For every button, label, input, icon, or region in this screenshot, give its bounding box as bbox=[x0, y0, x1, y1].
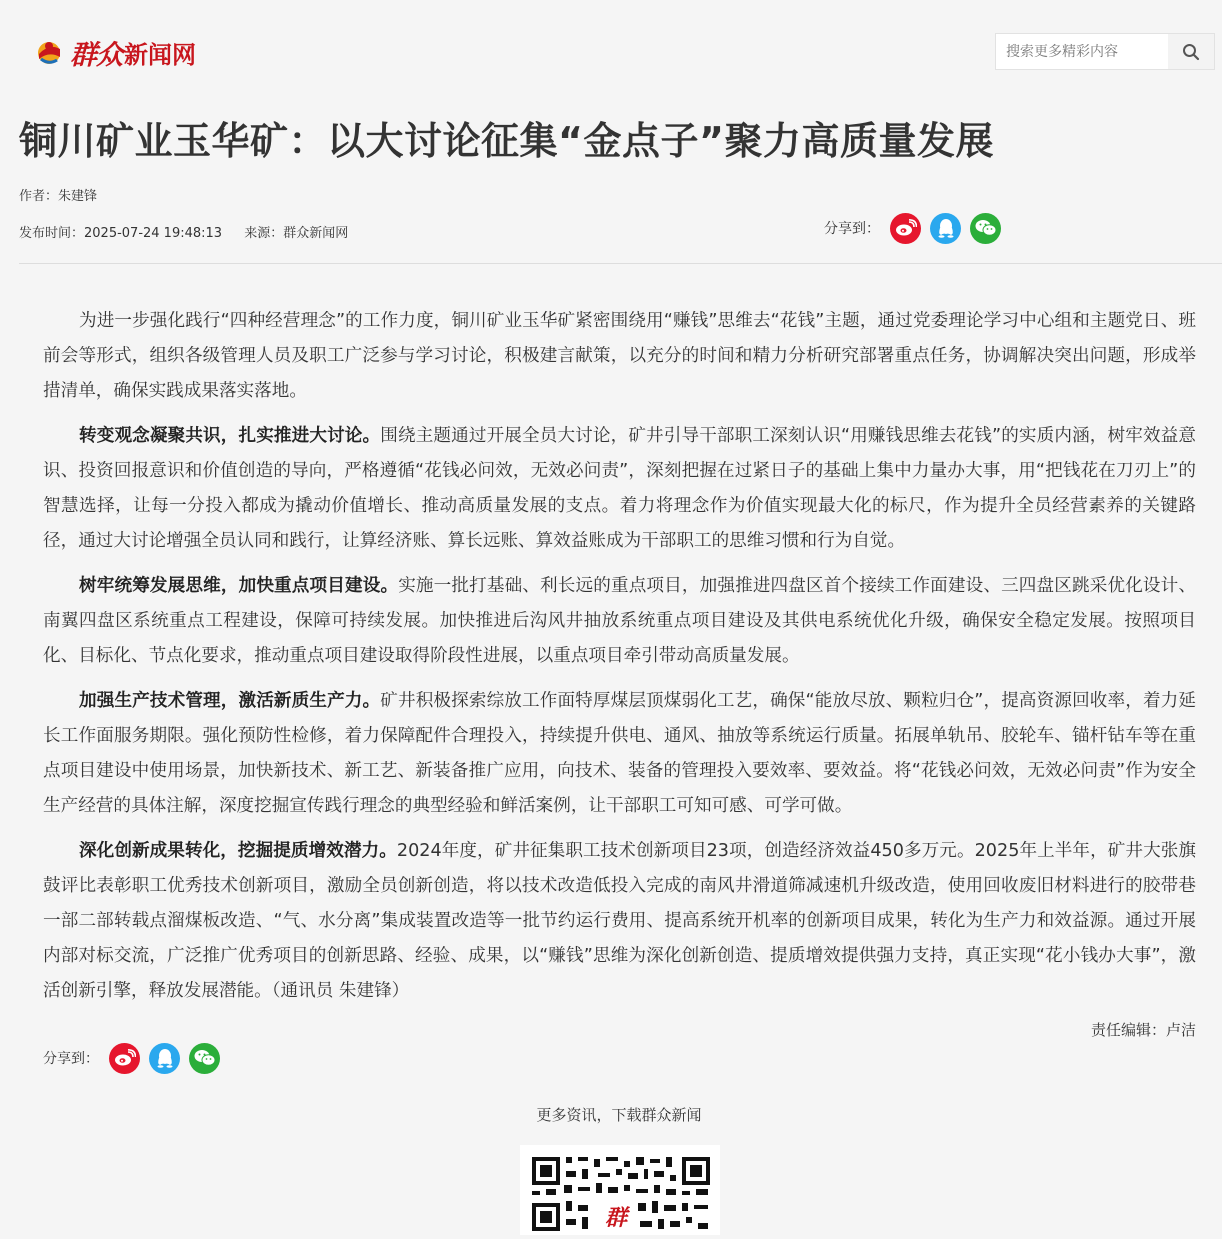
share-bar-top bbox=[824, 212, 1010, 244]
article-paragraph bbox=[43, 834, 1196, 1009]
article-title: 铜川矿业玉华矿：以大讨论征集“金点子”聚力高质量发展 bbox=[19, 119, 994, 163]
share-label: 分享到： bbox=[824, 221, 880, 237]
article-author: 作者：朱建锋 bbox=[19, 189, 98, 204]
qq-icon bbox=[937, 218, 955, 238]
paragraph-lead: 深化创新成果转化，挖掘提质增效潜力。 bbox=[79, 841, 397, 861]
weibo-icon bbox=[114, 1049, 136, 1067]
search-box bbox=[995, 33, 1215, 70]
article-meta bbox=[19, 222, 366, 241]
article-paragraph bbox=[43, 569, 1196, 674]
qr-code-icon bbox=[520, 1145, 720, 1235]
wechat-icon bbox=[975, 219, 997, 237]
qq-share-button[interactable] bbox=[930, 213, 961, 244]
article-body bbox=[43, 304, 1196, 1019]
site-logo[interactable] bbox=[36, 30, 196, 74]
publish-time: 发布时间：2025-07-24 19:48:13 bbox=[19, 226, 223, 241]
share-label: 分享到： bbox=[43, 1051, 99, 1067]
paragraph-text: 实施一批打基础、利长远的重点项目，加强推进四盘区首个接续工作面建设、三四盘区跳采优化设计、南翼四盘区系统重点工程建设，保障可持续发展。加快推进后沟风井抽放系统重点项目建设及其供电系统优化升级，确保安全稳定发展。按照项目化、目标化、节点化要求，推动重点项目建设取得阶段性进展，以重点项目牵引带动高质量发展。 bbox=[43, 576, 1196, 666]
responsible-editor: 责任编辑：卢洁 bbox=[1090, 1021, 1196, 1039]
search-button[interactable] bbox=[1168, 34, 1214, 69]
svg-text:群: 群 bbox=[604, 1205, 628, 1231]
article-paragraph bbox=[43, 419, 1196, 559]
paragraph-lead: 加强生产技术管理，激活新质生产力。 bbox=[79, 691, 381, 711]
download-prompt: 更多资讯，下载群众新闻 bbox=[536, 1106, 702, 1124]
app-qr-code[interactable] bbox=[520, 1145, 720, 1235]
weibo-share-button[interactable] bbox=[109, 1043, 140, 1074]
qq-icon bbox=[156, 1048, 174, 1068]
header-divider bbox=[19, 263, 1222, 264]
paragraph-text: 为进一步强化践行“四种经营理念”的工作力度，铜川矿业玉华矿紧密围绕用“赚钱”思维去“花钱”主题，通过党委理论学习中心组和主题党日、班前会等形式，组织各级管理人员及职工广泛参与学习讨论，积极建言献策，以充分的时间和精力分析研究部署重点任务，协调解决突出问题，形成举措清单，确保实践成果落实落地。 bbox=[43, 311, 1196, 401]
weibo-icon bbox=[895, 219, 917, 237]
paragraph-text: 围绕主题通过开展全员大讨论，矿井引导干部职工深刻认识“用赚钱思维去花钱”的实质内涵，树牢效益意识、投资回报意识和价值创造的导向，严格遵循“花钱必问效，无效必问责”，深刻把握在过紧日子的基础上集中力量办大事，用“把钱花在刀刃上”的智慧选择，让每一分投入都成为撬动价值增长、推动高质量发展的支点。着力将理念作为价值实现最大化的标尺，作为提升全员经营素养的关键路径，通过大讨论增强全员认同和践行，让算经济账、算长远账、算效益账成为干部职工的思维习惯和行为自觉。 bbox=[43, 426, 1196, 551]
article-paragraph bbox=[43, 304, 1196, 409]
paragraph-lead: 转变观念凝聚共识，扎实推进大讨论。 bbox=[79, 426, 381, 446]
logo-emblem-icon bbox=[36, 37, 66, 67]
wechat-icon bbox=[194, 1049, 216, 1067]
weibo-share-button[interactable] bbox=[890, 213, 921, 244]
logo-script: 群众 bbox=[70, 39, 122, 71]
search-input[interactable] bbox=[996, 34, 1168, 69]
logo-text: 新闻网 bbox=[124, 39, 196, 69]
article-paragraph bbox=[43, 684, 1196, 824]
wechat-share-button[interactable] bbox=[189, 1043, 220, 1074]
search-icon bbox=[1182, 43, 1200, 61]
paragraph-text: 2024年度，矿井征集职工技术创新项目23项，创造经济效益450多万元。2025年上半年，矿井大张旗鼓评比表彰职工优秀技术创新项目，激励全员创新创造，将以技术改造低投入完成的南风井滑道筛减速机升级改造，使用回收废旧材料进行的胶带巷一部二部转载点溜煤板改造、“气、水分离”集成装置改造等一批节约运行费用、提高系统开机率的创新项目成果，转化为生产力和效益源。通过开展内部对标交流，广泛推广优秀项目的创新思路、经验、成果，以“赚钱”思维为深化创新创造、提质增效提供强力支持，真正实现“花小钱办大事”，激活创新引擎，释放发展潜能。（通讯员 朱建锋） bbox=[43, 841, 1196, 1001]
qq-share-button[interactable] bbox=[149, 1043, 180, 1074]
wechat-share-button[interactable] bbox=[970, 213, 1001, 244]
share-bar-bottom bbox=[43, 1042, 229, 1074]
article-source: 来源：群众新闻网 bbox=[244, 226, 349, 241]
paragraph-text: 矿井积极探索综放工作面特厚煤层顶煤弱化工艺，确保“能放尽放、颗粒归仓”，提高资源回收率，着力延长工作面服务期限。强化预防性检修，着力保障配件合理投入，持续提升供电、通风、抽放等系统运行质量。拓展单轨吊、胶轮车、锚杆钻车等在重点项目建设中使用场景，加快新技术、新工艺、新装备推广应用，向技术、装备的管理投入要效率、要效益。将“花钱必问效，无效必问责”作为安全生产经营的具体注解，深度挖掘宣传践行理念的典型经验和鲜活案例，让干部职工可知可感、可学可做。 bbox=[43, 691, 1196, 816]
site-header bbox=[0, 0, 1222, 100]
paragraph-lead: 树牢统筹发展思维，加快重点项目建设。 bbox=[79, 576, 399, 596]
